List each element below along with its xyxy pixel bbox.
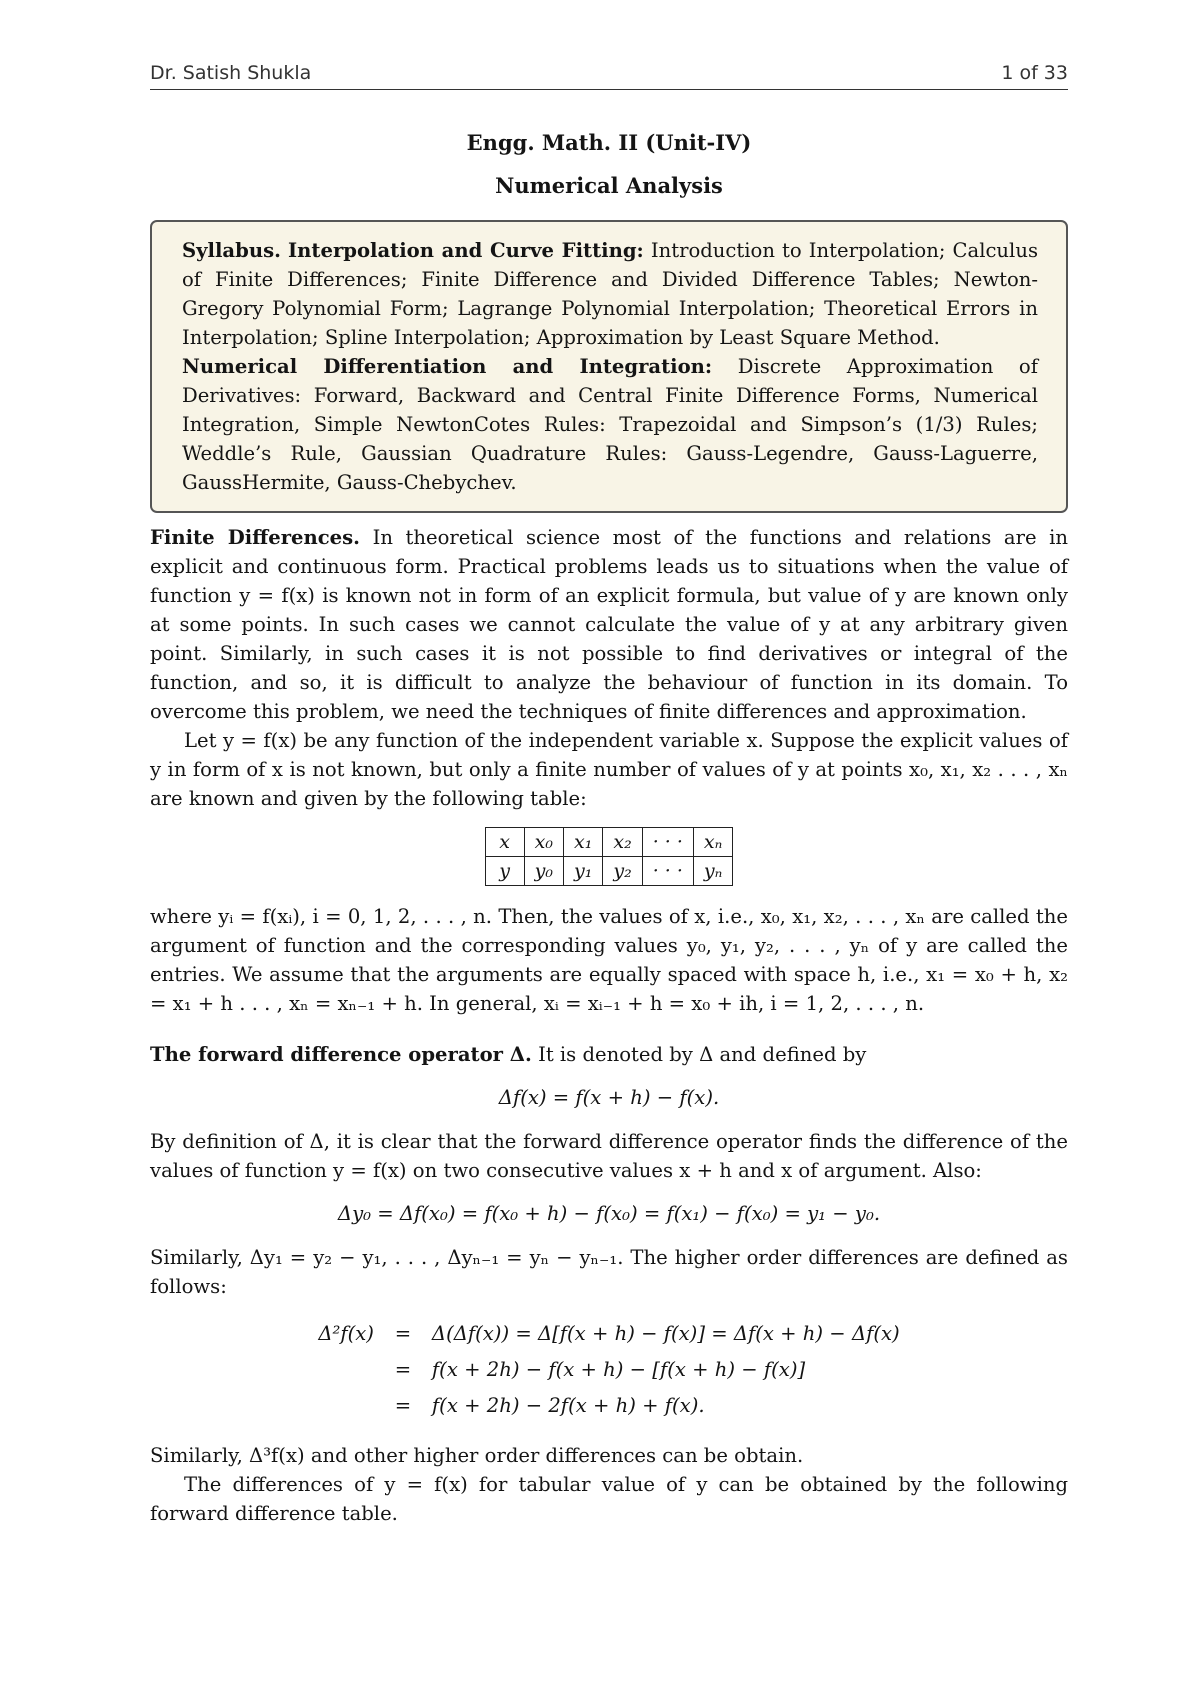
syllabus-part2-heading: Numerical Differentiation and Integration:: [182, 355, 713, 378]
table-cell: y₂: [603, 857, 642, 886]
page-number: 1 of 33: [1001, 62, 1068, 84]
finite-differences-text: In theoretical science most of the functions and relations are in explicit and continuous form. Practical problems leads us to situations when the value of function y = f(x) is known not in form of an explicit formula, but value of y are known only at some points. In such cases we cannot calculate the value of y at any arbitrary given point. Similarly, in such cases it is not possible to find derivatives or integral of the function, and so, it is difficult to analyze the behaviour of function in its domain. To overcome this problem, we need the techniques of finite differences and approximation.: [150, 526, 1069, 723]
syllabus-label: Syllabus.: [182, 239, 281, 262]
values-table: [485, 827, 734, 886]
higher-differences-paragraph: Similarly, Δ³f(x) and other higher order differences can be obtain.: [150, 1444, 804, 1467]
table-cell: yₙ: [693, 857, 732, 886]
document-title: Engg. Math. II (Unit-IV): [466, 130, 752, 155]
table-cell: x: [485, 828, 524, 857]
table-cell: y₀: [524, 857, 563, 886]
table-cell: · · ·: [642, 828, 693, 857]
equation-row: [312, 1317, 905, 1351]
syllabus-part1-text: Introduction to Interpolation; Calculus of Finite Differences; Finite Difference and Divided Difference Tables; Newton-Gregory Polynomial Form; Lagrange Polynomial Interpolation; Theoretical Errors in Interpolation; Spline Interpolation; Approximation by Least Square Method.: [182, 239, 1038, 349]
table-cell: · · ·: [642, 857, 693, 886]
function-paragraph: Let y = f(x) be any function of the independent variable x. Suppose the explicit values of y in form of x is not known, but only a finite number of values of y at points x₀, x₁, x₂ . . . , xₙ are known and given by the following table:: [150, 729, 1068, 810]
page-header: [150, 62, 1068, 90]
table-cell: y₁: [564, 857, 603, 886]
equation-lhs: Δ²f(x): [318, 1322, 374, 1345]
higher-order-paragraph: Similarly, Δy₁ = y₂ − y₁, . . . , Δyₙ₋₁ = yₙ − yₙ₋₁. The higher order differences are defined as follows:: [150, 1246, 1068, 1298]
finite-differences-paragraph: [150, 523, 1068, 726]
equation-row: [312, 1353, 905, 1387]
equation-lhs: [312, 1389, 380, 1423]
equation-equals: =: [394, 1322, 412, 1345]
table-cell: x₂: [603, 828, 642, 857]
arguments-paragraph: where yᵢ = f(xᵢ), i = 0, 1, 2, . . . , n. Then, the values of x, i.e., x₀, x₁, x₂, . . . , xₙ are called the argument of function and the corresponding values y₀, y₁, y₂, . . . , yₙ of y are called the entries. We assume that the arguments are equally spaced with space h, i.e., x₁ = x₀ + h, x₂ = x₁ + h . . . , xₙ = xₙ₋₁ + h. In general, xᵢ = xᵢ₋₁ + h = x₀ + ih, i = 1, 2, . . . , n.: [150, 905, 1068, 1015]
table-row: [485, 828, 733, 857]
forward-operator-heading: The forward difference operator Δ.: [150, 1043, 532, 1066]
equation-row: [312, 1389, 905, 1423]
table-cell: xₙ: [693, 828, 732, 857]
table-cell: x₁: [564, 828, 603, 857]
equation-rhs: f(x + 2h) − f(x + h) − [f(x + h) − f(x)]: [431, 1358, 806, 1381]
page: [150, 62, 1068, 1528]
equation-lhs: [312, 1353, 380, 1387]
equation-rhs: Δ(Δf(x)) = Δ[f(x + h) − f(x)] = Δf(x + h) − Δf(x): [431, 1322, 900, 1345]
table-cell: y: [485, 857, 524, 886]
equation-rhs: f(x + 2h) − 2f(x + h) + f(x).: [431, 1394, 705, 1417]
equation-array-second-difference: [310, 1315, 907, 1425]
author-name: Dr. Satish Shukla: [150, 62, 312, 84]
syllabus-part2-text: Discrete Approximation of Derivatives: Forward, Backward and Central Finite Difference Forms, Numerical Integration, Simple NewtonCotes Rules: Trapezoidal and Simpson’s (1/3) Rules; Weddle’s Rule, Gaussian Quadrature Rules: Gauss-Legendre, Gauss-Laguerre, GaussHermite, Gauss-Chebychev.: [182, 355, 1038, 494]
document-subtitle: Numerical Analysis: [495, 173, 723, 198]
equation-forward-definition: Δf(x) = f(x + h) − f(x).: [498, 1086, 720, 1109]
equation-equals: =: [394, 1394, 412, 1417]
table-row: [485, 857, 733, 886]
difference-table-paragraph: The differences of y = f(x) for tabular value of y can be obtained by the following forward difference table.: [150, 1473, 1068, 1525]
forward-operator-paragraph: [150, 1040, 1068, 1069]
syllabus-part1-heading: Interpolation and Curve Fitting:: [288, 239, 644, 262]
syllabus-box: [150, 220, 1068, 513]
definition-paragraph: By definition of Δ, it is clear that the forward difference operator finds the difference of the values of function y = f(x) on two consecutive values x + h and x of argument. Also:: [150, 1130, 1068, 1182]
table-cell: x₀: [524, 828, 563, 857]
finite-differences-heading: Finite Differences.: [150, 526, 360, 549]
equation-equals: =: [394, 1358, 412, 1381]
forward-operator-intro: It is denoted by Δ and defined by: [538, 1043, 867, 1066]
equation-delta-y0: Δy₀ = Δf(x₀) = f(x₀ + h) − f(x₀) = f(x₁) − f(x₀) = y₁ − y₀.: [337, 1202, 881, 1225]
